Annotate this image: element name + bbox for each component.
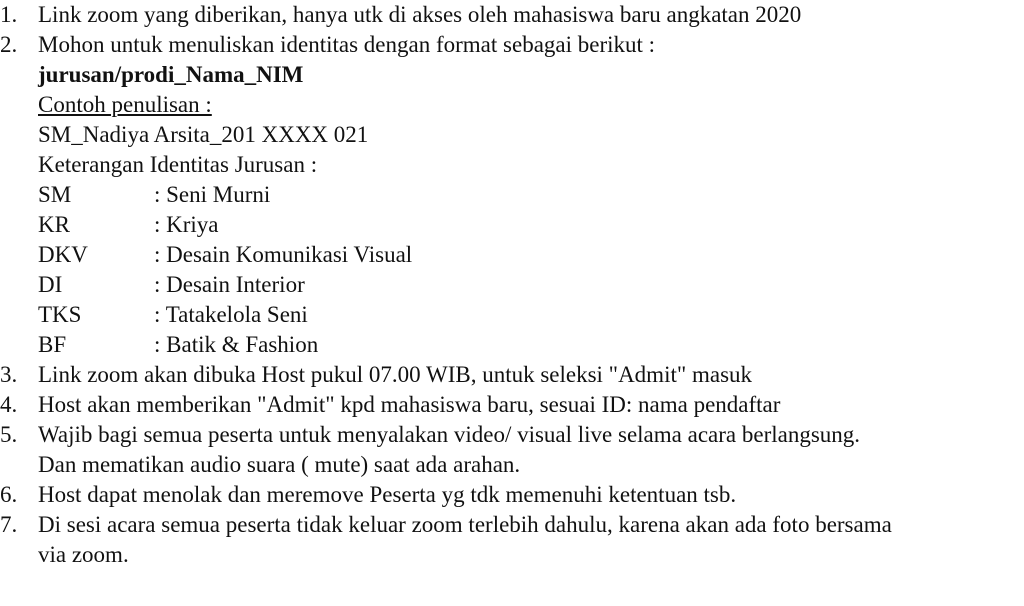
list-text: Link zoom akan dibuka Host pukul 07.00 WIB, untuk seleksi "Admit" masuk: [38, 362, 753, 387]
keterangan-text: Keterangan Identitas Jurusan :: [38, 152, 318, 177]
list-number: 4.: [0, 392, 18, 417]
jurusan-code: TKS: [38, 302, 82, 327]
list-number: 5.: [0, 422, 18, 447]
list-text: Di sesi acara semua peserta tidak keluar zoom terlebih dahulu, karena akan ada foto bersama: [38, 512, 892, 537]
list-text: Link zoom yang diberikan, hanya utk di akses oleh mahasiswa baru angkatan 2020: [38, 2, 802, 27]
jurusan-desc: : Seni Murni: [154, 182, 271, 207]
list-text-continued: Dan mematikan audio suara ( mute) saat ada arahan.: [38, 452, 521, 477]
list-text-continued: via zoom.: [38, 542, 129, 567]
list-text: Host akan memberikan "Admit" kpd mahasiswa baru, sesuai ID: nama pendaftar: [38, 392, 781, 417]
list-number: 2.: [0, 32, 18, 57]
jurusan-desc: : Tatakelola Seni: [154, 302, 308, 327]
format-text: jurusan/prodi_Nama_NIM: [38, 62, 304, 87]
jurusan-desc: : Desain Komunikasi Visual: [154, 242, 413, 267]
list-number: 1.: [0, 2, 18, 27]
list-number: 6.: [0, 482, 18, 507]
jurusan-code: DKV: [38, 242, 88, 267]
jurusan-desc: : Kriya: [154, 212, 219, 237]
jurusan-desc: : Desain Interior: [154, 272, 305, 297]
jurusan-desc: : Batik & Fashion: [154, 332, 319, 357]
list-text: Host dapat menolak dan meremove Peserta yg tdk memenuhi ketentuan tsb.: [38, 482, 737, 507]
contoh-value: SM_Nadiya Arsita_201 XXXX 021: [38, 122, 369, 147]
jurusan-code: BF: [38, 332, 67, 357]
list-number: 3.: [0, 362, 18, 387]
contoh-label: Contoh penulisan :: [38, 92, 212, 117]
jurusan-code: DI: [38, 272, 63, 297]
list-text: Mohon untuk menuliskan identitas dengan format sebagai berikut :: [38, 32, 656, 57]
list-text: Wajib bagi semua peserta untuk menyalakan video/ visual live selama acara berlangsung.: [38, 422, 861, 447]
jurusan-code: KR: [38, 212, 70, 237]
list-number: 7.: [0, 512, 18, 537]
jurusan-code: SM: [38, 182, 72, 207]
